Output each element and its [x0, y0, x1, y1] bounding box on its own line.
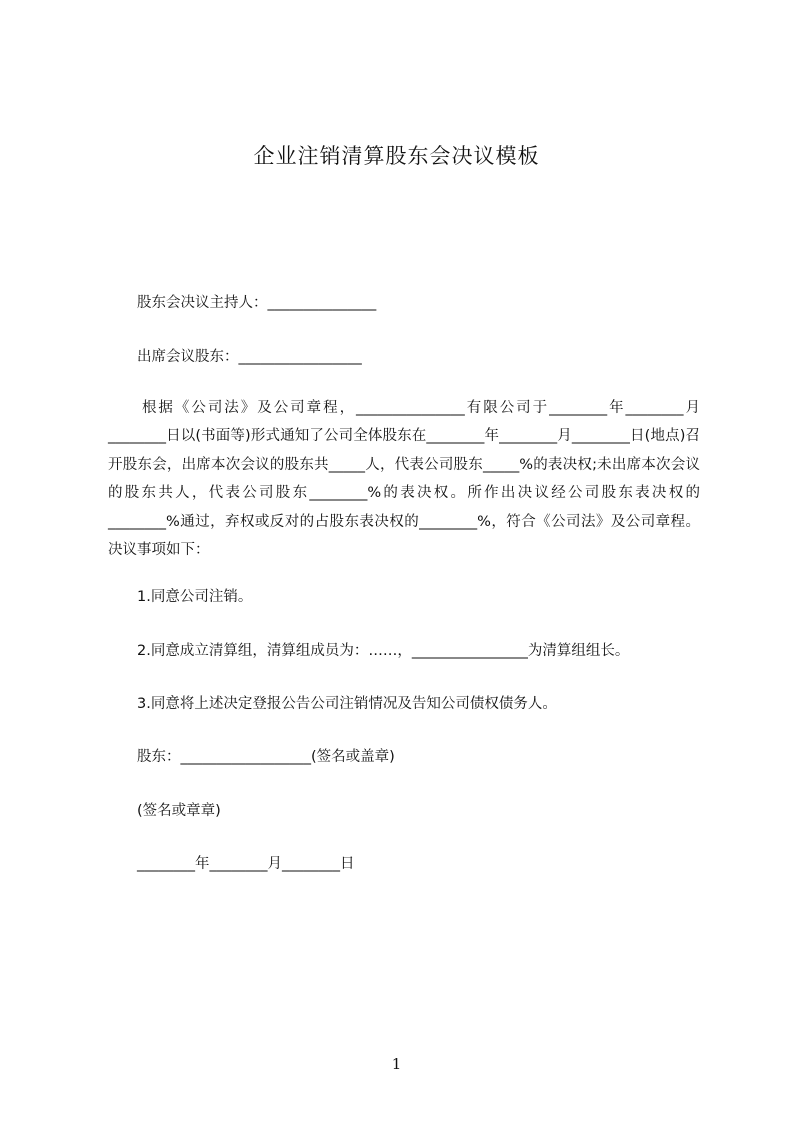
- page-number: 1: [391, 1055, 402, 1073]
- resolution-item-1: 1.同意公司注销。: [137, 589, 253, 605]
- date-line: ________年________月________日: [137, 856, 355, 872]
- resolution-item-3: 3.同意将上述决定登报公告公司注销情况及告知公司债权债务人。: [137, 696, 557, 712]
- signature-note: (签名或章章): [137, 803, 221, 819]
- main-paragraph-text: 根据《公司法》及公司章程，_______________有限公司于________年________月________日以(书面等)形式通知了公司全体股东在________年________月________日(地点)召开股东会，出席本次会议的股东共_____人，代表公司股东_____%的表决权;未出席本次会议的股东共人，代表公司股东________%的表决权。所作出决议经公司股东表决权的________%通过，弃权或反对的占股东表决权的________%，符合《公司法》及公司章程。决议事项如下：: [108, 400, 700, 559]
- resolution-item-2: 2.同意成立清算组，清算组成员为：……，________________为清算组组长。: [137, 643, 630, 659]
- host-line: 股东会决议主持人：_______________: [137, 295, 377, 311]
- shareholder-signature-line: 股东：__________________(签名或盖章): [137, 749, 395, 765]
- attendees-line: 出席会议股东：_________________: [137, 349, 362, 365]
- document-title: 企业注销清算股东会决议模板: [253, 144, 540, 168]
- main-paragraph: [108, 394, 700, 564]
